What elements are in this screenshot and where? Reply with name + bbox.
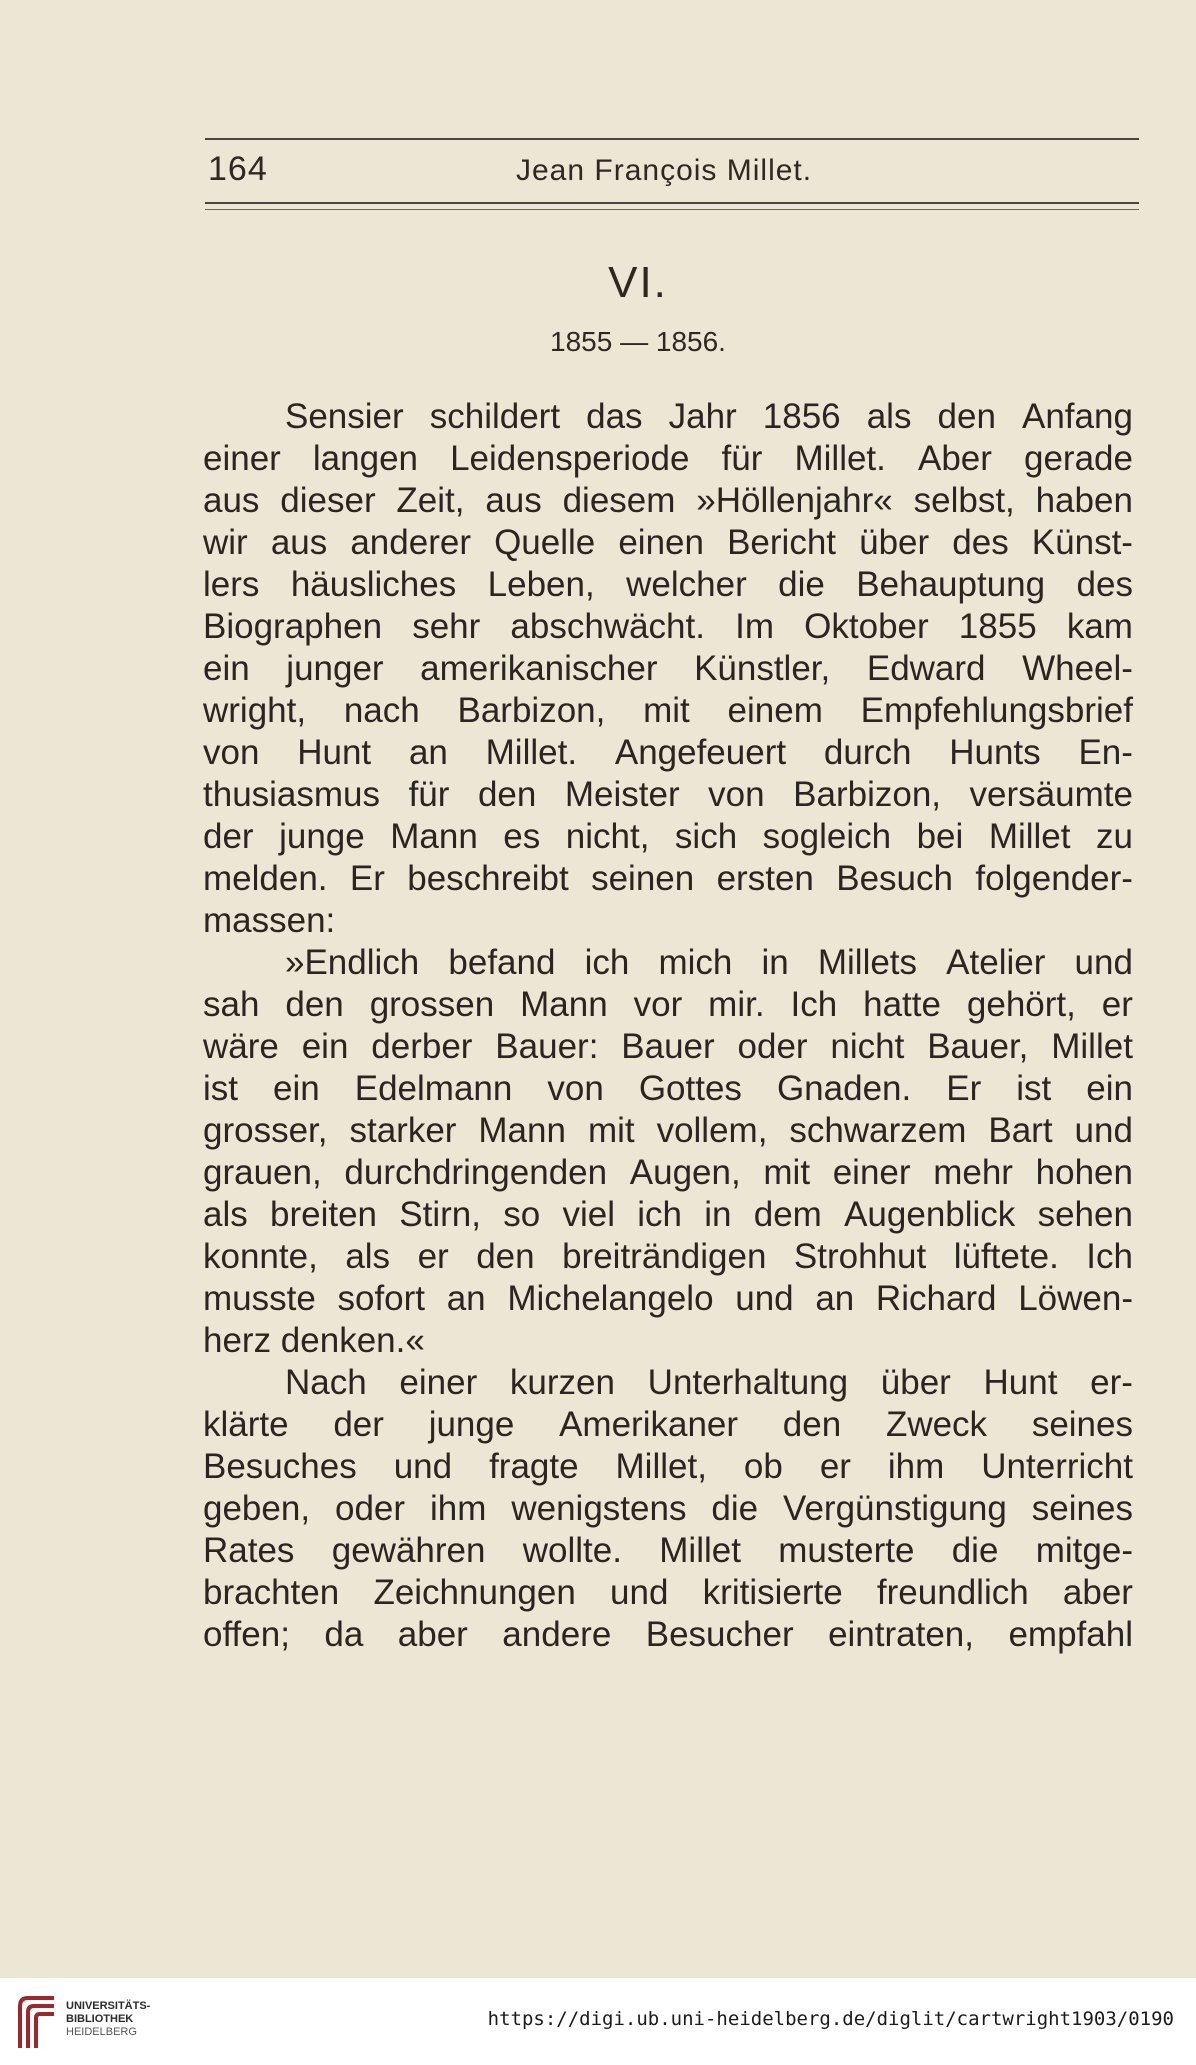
text-line-content: klärte der junge Amerikaner den Zweck seines — [203, 1405, 1133, 1444]
text-line-content: thusiasmus für den Meister von Barbizon, versäumte — [203, 775, 1133, 814]
text-line — [203, 1572, 1133, 1614]
text-line-content: als breiten Stirn, so viel ich in dem Augenblick sehen — [203, 1195, 1133, 1234]
text-line-content: sah den grossen Mann vor mir. Ich hatte gehört, er — [203, 985, 1133, 1024]
text-line-content: wir aus anderer Quelle einen Bericht über des Künst- — [203, 523, 1133, 562]
text-line — [203, 1026, 1133, 1068]
text-line-content: Sensier schildert das Jahr 1856 als den Anfang — [285, 397, 1133, 436]
text-line-content: der junge Mann es nicht, sich sogleich bei Millet zu — [203, 817, 1133, 856]
text-line — [203, 438, 1133, 480]
body-text — [203, 396, 1133, 1656]
header-rule-bottom — [205, 202, 1139, 204]
text-line-content: massen: — [203, 901, 336, 940]
text-line-content: Besuches und fragte Millet, ob er ihm Unterricht — [203, 1447, 1133, 1486]
university-library-logo-icon — [14, 1992, 60, 2052]
text-line — [203, 1614, 1133, 1656]
text-line — [203, 1362, 1133, 1404]
text-line-content: offen; da aber andere Besucher eintraten, empfahl — [203, 1615, 1133, 1654]
text-line — [203, 1152, 1133, 1194]
text-line — [203, 1446, 1133, 1488]
text-line-content: Rates gewähren wollte. Millet musterte die mitge- — [203, 1531, 1133, 1570]
text-line-content: »Endlich befand ich mich in Millets Atelier und — [285, 943, 1133, 982]
text-line — [203, 1068, 1133, 1110]
text-line-content: aus dieser Zeit, aus diesem »Höllenjahr« selbst, haben — [203, 481, 1133, 520]
text-line — [203, 1110, 1133, 1152]
text-line-content: wäre ein derber Bauer: Bauer oder nicht Bauer, Millet — [203, 1027, 1133, 1066]
text-line — [203, 564, 1133, 606]
text-line — [203, 858, 1133, 900]
text-line — [203, 648, 1133, 690]
text-line — [203, 732, 1133, 774]
text-line-content: ein junger amerikanischer Künstler, Edward Wheel- — [203, 649, 1133, 688]
text-line-content: wright, nach Barbizon, mit einem Empfehlungsbrief — [203, 691, 1133, 730]
text-line — [203, 774, 1133, 816]
text-line-content: konnte, als er den breiträndigen Strohhut lüftete. Ich — [203, 1237, 1133, 1276]
text-line-content: geben, oder ihm wenigstens die Vergünstigung seines — [203, 1489, 1133, 1528]
library-name-line: BIBLIOTHEK — [66, 2013, 134, 2025]
viewer-footer — [0, 1978, 1196, 2065]
text-line-content: grosser, starker Mann mit vollem, schwarzem Bart und — [203, 1111, 1133, 1150]
text-line — [203, 1404, 1133, 1446]
text-line-content: Biographen sehr abschwächt. Im Oktober 1855 kam — [203, 607, 1133, 646]
library-name — [66, 2000, 150, 2039]
text-line — [203, 1236, 1133, 1278]
text-line — [203, 396, 1133, 438]
text-line — [203, 690, 1133, 732]
text-line — [203, 942, 1133, 984]
text-line — [203, 984, 1133, 1026]
text-line — [203, 1530, 1133, 1572]
text-line — [203, 900, 1133, 942]
page-number: 164 — [208, 150, 268, 188]
text-line — [203, 1278, 1133, 1320]
text-line-content: ist ein Edelmann von Gottes Gnaden. Er ist ein — [203, 1069, 1133, 1108]
text-line — [203, 1320, 1133, 1362]
text-line-content: Nach einer kurzen Unterhaltung über Hunt er- — [285, 1363, 1133, 1402]
library-name-line: UNIVERSITÄTS- — [66, 2000, 151, 2012]
header-rule-bottom-thin — [205, 209, 1139, 210]
text-line-content: von Hunt an Millet. Angefeuert durch Hunts En- — [203, 733, 1133, 772]
text-line — [203, 1194, 1133, 1236]
text-line — [203, 606, 1133, 648]
text-line-content: herz denken.« — [203, 1321, 425, 1360]
text-line — [203, 816, 1133, 858]
library-name-line: HEIDELBERG — [66, 2026, 137, 2038]
header-rule-top — [205, 138, 1139, 140]
text-line — [203, 480, 1133, 522]
text-line-content: grauen, durchdringenden Augen, mit einer mehr hohen — [203, 1153, 1133, 1192]
text-line-content: brachten Zeichnungen und kritisierte freundlich aber — [203, 1573, 1133, 1612]
chapter-numeral: VI. — [608, 258, 668, 307]
chapter-years: 1855 — 1856. — [550, 326, 726, 357]
text-line-content: musste sofort an Michelangelo und an Richard Löwen- — [203, 1279, 1133, 1318]
text-line-content: einer langen Leidensperiode für Millet. Aber gerade — [203, 439, 1133, 478]
page-header — [208, 150, 1138, 196]
text-line-content: lers häusliches Leben, welcher die Behauptung des — [203, 565, 1133, 604]
permalink-url[interactable]: https://digi.ub.uni-heidelberg.de/diglit/cartwright1903/0190 — [487, 2008, 1174, 2030]
running-head: Jean François Millet. — [516, 154, 813, 187]
text-line — [203, 1488, 1133, 1530]
text-line-content: melden. Er beschreibt seinen ersten Besuch folgender- — [203, 859, 1133, 898]
text-line — [203, 522, 1133, 564]
